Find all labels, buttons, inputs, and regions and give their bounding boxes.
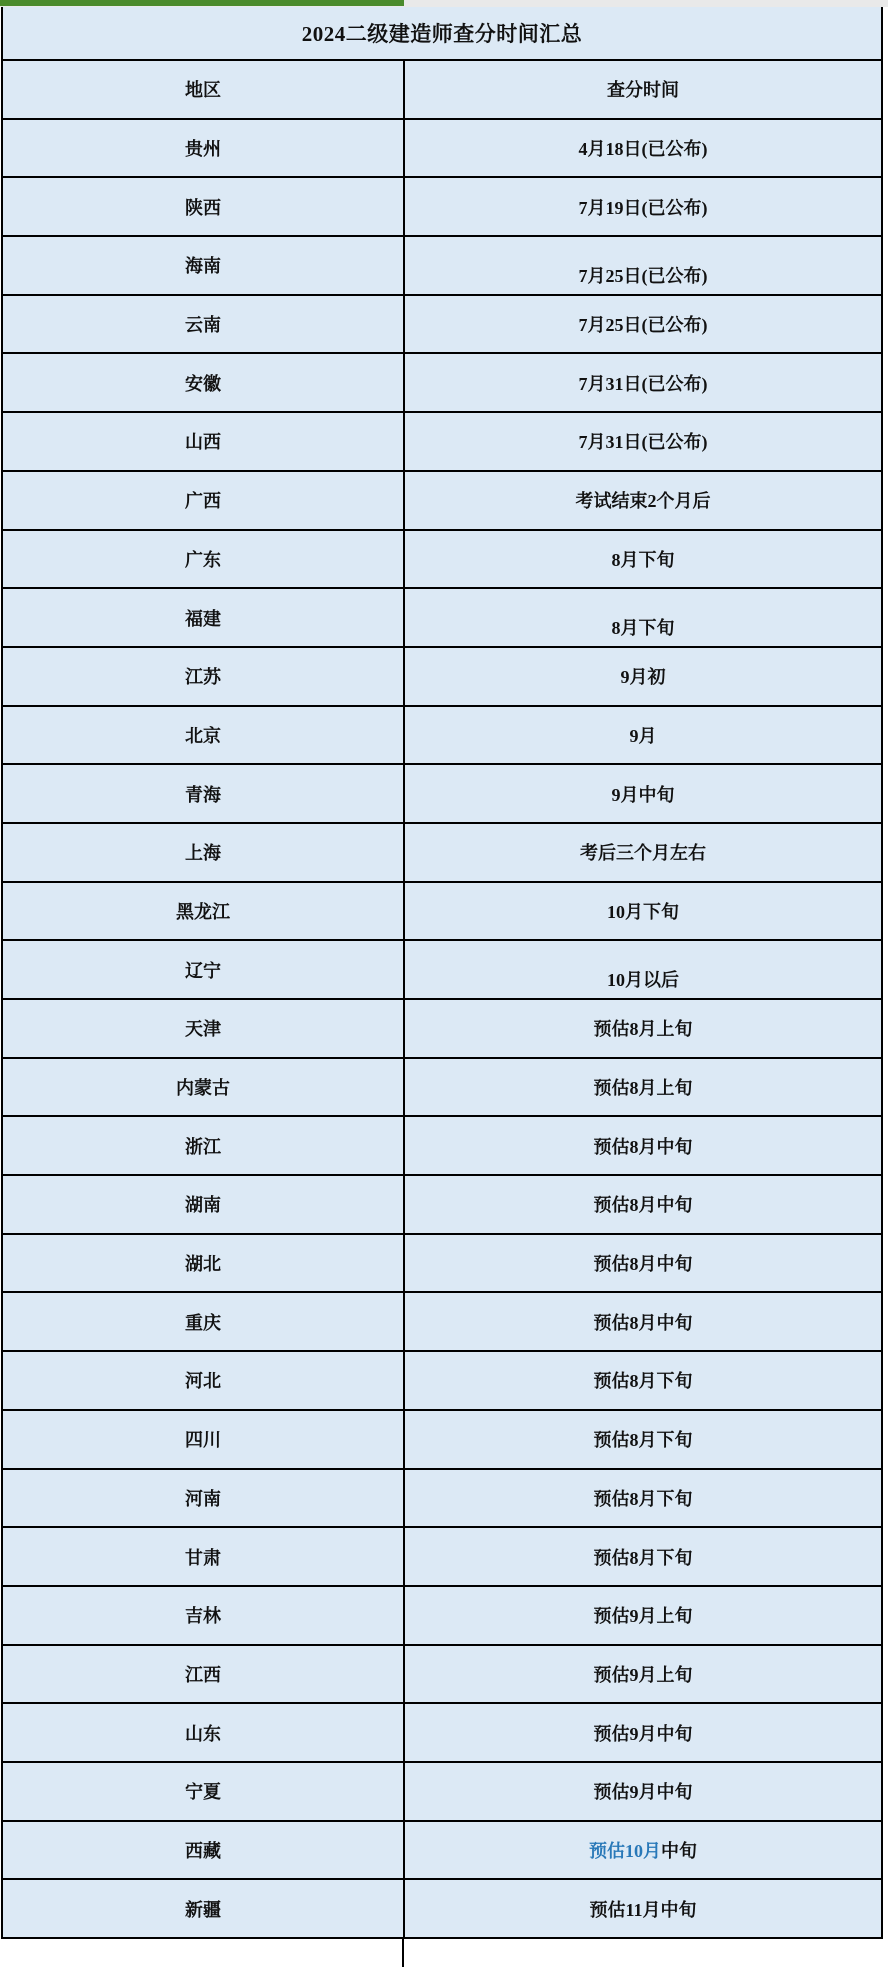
region-label: 福建 (185, 608, 221, 629)
time-cell (405, 1587, 881, 1644)
time-cell (405, 1880, 881, 1937)
region-label: 辽宁 (185, 960, 221, 981)
time-label: 预估9月中旬 (593, 1782, 693, 1803)
table-row (3, 648, 881, 707)
region-label: 山东 (185, 1723, 221, 1744)
time-label: 预估9月上旬 (593, 1664, 693, 1685)
column-header-region-label: 地区 (185, 80, 221, 101)
region-cell (3, 1763, 405, 1820)
region-cell (3, 1822, 405, 1879)
table-row (3, 120, 881, 179)
time-cell (405, 824, 881, 881)
time-label: 预估8月下旬 (593, 1430, 693, 1451)
region-label: 河南 (185, 1488, 221, 1509)
time-label: 预估9月中旬 (593, 1723, 693, 1744)
time-label: 7月31日(已公布) (578, 432, 708, 453)
table-row (3, 1117, 881, 1176)
time-cell (405, 1293, 881, 1350)
region-cell (3, 1587, 405, 1644)
table-row (3, 1587, 881, 1646)
region-label: 吉林 (185, 1606, 221, 1627)
region-label: 安徽 (185, 373, 221, 394)
region-label: 浙江 (185, 1136, 221, 1157)
table-row (3, 1352, 881, 1411)
region-cell (3, 1470, 405, 1527)
column-divider-stub (402, 1939, 404, 1967)
region-label: 山西 (185, 432, 221, 453)
table-row (3, 1528, 881, 1587)
time-cell (405, 589, 881, 646)
region-label: 江西 (185, 1664, 221, 1685)
region-label: 北京 (185, 725, 221, 746)
time-label: 预估8月中旬 (593, 1312, 693, 1333)
region-cell (3, 413, 405, 470)
table-row (3, 707, 881, 766)
region-label: 湖北 (185, 1254, 221, 1275)
region-cell (3, 1293, 405, 1350)
region-cell (3, 1646, 405, 1703)
table-row (3, 1059, 881, 1118)
table-row (3, 765, 881, 824)
time-label-highlight: 预估10月 (589, 1840, 661, 1861)
time-cell (405, 1763, 881, 1820)
time-cell (405, 1470, 881, 1527)
table-body (3, 120, 881, 1939)
table-row (3, 237, 881, 296)
time-label: 10月以后 (607, 970, 679, 990)
region-label: 河北 (185, 1371, 221, 1392)
time-cell (405, 1528, 881, 1585)
time-cell (405, 1235, 881, 1292)
table-row (3, 1293, 881, 1352)
time-cell (405, 1059, 881, 1116)
region-cell (3, 1176, 405, 1233)
region-label: 贵州 (185, 139, 221, 160)
time-cell (405, 765, 881, 822)
table-row (3, 1704, 881, 1763)
time-label: 预估8月下旬 (593, 1371, 693, 1392)
time-label: 8月下旬 (611, 549, 675, 570)
time-label: 预估8月上旬 (593, 1078, 693, 1099)
table-row (3, 354, 881, 413)
time-label: 10月下旬 (607, 901, 679, 922)
region-label: 重庆 (185, 1312, 221, 1333)
region-cell (3, 765, 405, 822)
table-row (3, 472, 881, 531)
region-label: 西藏 (185, 1840, 221, 1861)
time-cell (405, 178, 881, 235)
table-title: 2024二级建造师查分时间汇总 (301, 22, 583, 46)
time-label: 预估9月上旬 (593, 1606, 693, 1627)
table-row (3, 1646, 881, 1705)
time-cell (405, 354, 881, 411)
region-cell (3, 1704, 405, 1761)
table-row (3, 1763, 881, 1822)
time-label: 预估8月中旬 (593, 1136, 693, 1157)
table-row (3, 1411, 881, 1470)
time-label: 预估8月下旬 (593, 1488, 693, 1509)
table-row (3, 883, 881, 942)
region-cell (3, 1117, 405, 1174)
time-cell (405, 1352, 881, 1409)
time-cell (405, 472, 881, 529)
time-label: 考试结束2个月后 (575, 491, 711, 512)
time-label: 考后三个月左右 (580, 843, 706, 864)
time-label: 7月19日(已公布) (578, 197, 708, 218)
time-label: 中旬 (661, 1840, 697, 1861)
region-cell (3, 1000, 405, 1057)
table-row (3, 178, 881, 237)
table-row (3, 296, 881, 355)
region-label: 江苏 (185, 667, 221, 688)
region-cell (3, 824, 405, 881)
region-cell (3, 296, 405, 353)
time-cell (405, 648, 881, 705)
region-cell (3, 1235, 405, 1292)
time-cell (405, 707, 881, 764)
time-label: 9月 (629, 725, 657, 746)
region-cell (3, 472, 405, 529)
region-cell (3, 1352, 405, 1409)
time-label: 7月31日(已公布) (578, 373, 708, 394)
region-label: 广西 (185, 491, 221, 512)
time-label: 9月中旬 (611, 784, 675, 805)
time-label: 9月初 (620, 667, 666, 688)
region-label: 甘肃 (185, 1547, 221, 1568)
table-row (3, 1880, 881, 1939)
region-label: 青海 (185, 784, 221, 805)
time-label: 预估11月中旬 (589, 1899, 697, 1920)
region-cell (3, 1059, 405, 1116)
time-cell (405, 1411, 881, 1468)
time-cell (405, 1646, 881, 1703)
region-label: 宁夏 (185, 1782, 221, 1803)
column-header-time-label: 查分时间 (607, 80, 679, 101)
region-cell (3, 1880, 405, 1937)
region-label: 上海 (185, 843, 221, 864)
table-row (3, 531, 881, 590)
region-cell (3, 237, 405, 294)
table-header-row (3, 61, 881, 120)
region-cell (3, 883, 405, 940)
time-label: 预估8月上旬 (593, 1019, 693, 1040)
time-cell (405, 1822, 881, 1879)
time-label: 预估8月中旬 (593, 1195, 693, 1216)
time-label: 4月18日(已公布) (578, 139, 708, 160)
region-label: 海南 (185, 256, 221, 277)
time-label: 7月25日(已公布) (578, 315, 708, 336)
table-row (3, 1822, 881, 1881)
region-label: 天津 (185, 1019, 221, 1040)
time-label: 8月下旬 (611, 617, 675, 638)
time-cell (405, 237, 881, 294)
time-cell (405, 883, 881, 940)
time-cell (405, 1176, 881, 1233)
region-cell (3, 120, 405, 177)
region-cell (3, 354, 405, 411)
time-label: 预估8月中旬 (593, 1254, 693, 1275)
table-title-row (3, 7, 881, 61)
table-row (3, 1000, 881, 1059)
time-cell (405, 1000, 881, 1057)
score-time-table (1, 7, 883, 1939)
region-label: 四川 (185, 1430, 221, 1451)
table-row (3, 413, 881, 472)
table-row (3, 1176, 881, 1235)
time-cell (405, 1704, 881, 1761)
table-row (3, 1470, 881, 1529)
region-cell (3, 1528, 405, 1585)
time-label: 预估8月下旬 (593, 1547, 693, 1568)
region-cell (3, 1411, 405, 1468)
table-row (3, 1235, 881, 1294)
time-cell (405, 531, 881, 588)
region-label: 广东 (185, 549, 221, 570)
region-cell (3, 531, 405, 588)
time-cell (405, 941, 881, 998)
table-row (3, 941, 881, 1000)
region-label: 内蒙古 (176, 1078, 230, 1099)
time-cell (405, 413, 881, 470)
time-label: 7月25日(已公布) (578, 265, 708, 286)
region-cell (3, 178, 405, 235)
region-cell (3, 589, 405, 646)
top-green-bar (0, 0, 404, 6)
column-header-time (405, 61, 881, 118)
time-cell (405, 120, 881, 177)
region-label: 陕西 (185, 197, 221, 218)
time-cell (405, 296, 881, 353)
table-row (3, 589, 881, 648)
region-label: 黑龙江 (176, 901, 230, 922)
region-label: 湖南 (185, 1195, 221, 1216)
region-cell (3, 648, 405, 705)
table-row (3, 824, 881, 883)
column-header-region (3, 61, 405, 118)
region-cell (3, 707, 405, 764)
region-label: 云南 (185, 315, 221, 336)
region-label: 新疆 (185, 1899, 221, 1920)
time-cell (405, 1117, 881, 1174)
region-cell (3, 941, 405, 998)
